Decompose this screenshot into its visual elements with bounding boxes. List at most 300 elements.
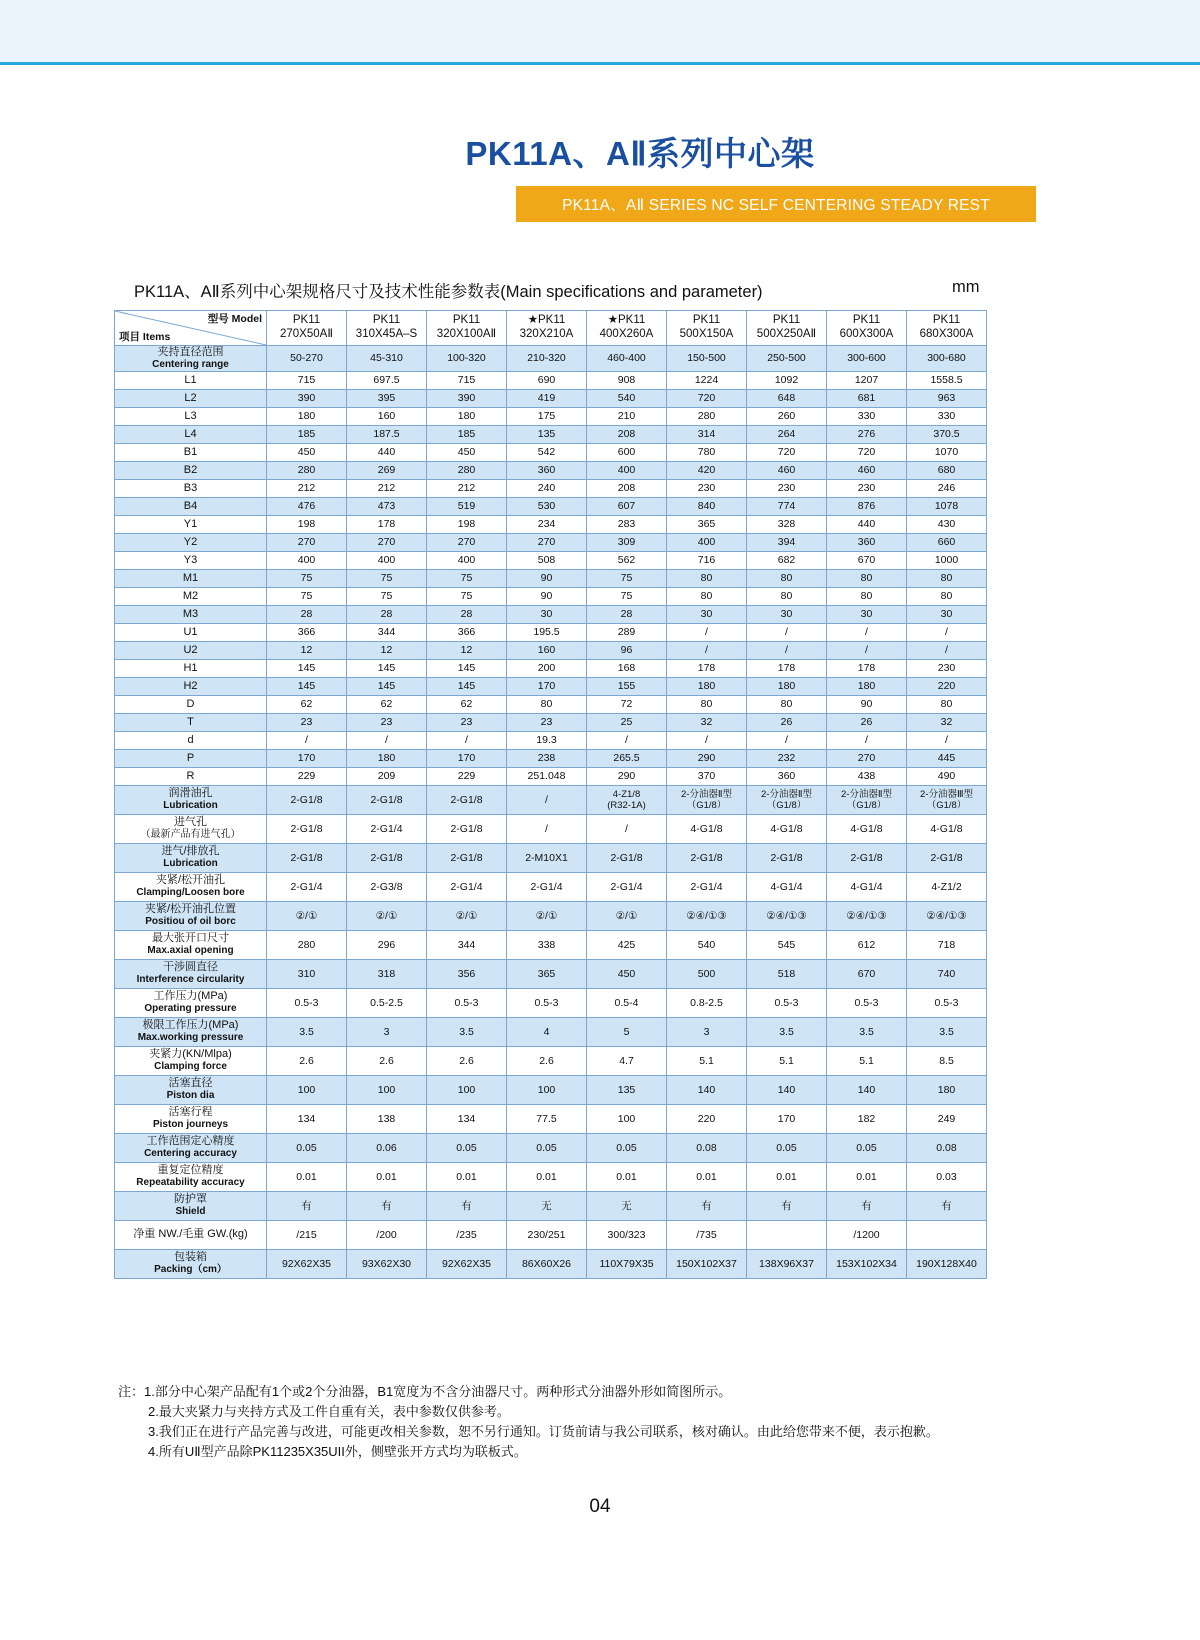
table-row [115, 767, 987, 785]
table-cell: 0.06 [347, 1133, 427, 1162]
table-cell: 100 [507, 1075, 587, 1104]
table-cell: 0.5-3 [267, 988, 347, 1017]
table-cell: 1224 [667, 371, 747, 389]
table-cell: 有 [427, 1191, 507, 1220]
table-cell: 0.01 [347, 1162, 427, 1191]
table-row [115, 425, 987, 443]
table-cell: 150X102X37 [667, 1249, 747, 1278]
table-cell: 330 [907, 407, 987, 425]
table-cell: 366 [267, 623, 347, 641]
table-cell: / [907, 623, 987, 641]
table-row [115, 1017, 987, 1046]
table-cell: 160 [347, 407, 427, 425]
row-label: 活塞直径 Piston dia [115, 1075, 267, 1104]
table-cell: 32 [667, 713, 747, 731]
table-cell: 168 [587, 659, 667, 677]
table-cell: 140 [827, 1075, 907, 1104]
table-cell: 4 [507, 1017, 587, 1046]
table-cell: 2-G1/4 [347, 814, 427, 843]
table-cell: / [907, 641, 987, 659]
table-cell: 134 [427, 1104, 507, 1133]
table-cell: 251.048 [507, 767, 587, 785]
table-row [115, 988, 987, 1017]
table-cell: 270 [267, 533, 347, 551]
table-cell: 90 [507, 569, 587, 587]
table-cell: 682 [747, 551, 827, 569]
table-cell: 425 [587, 930, 667, 959]
row-label: 净重 NW./毛重 GW.(kg) [115, 1220, 267, 1249]
row-label: 工作范围定心精度 Centering accuracy [115, 1133, 267, 1162]
table-cell: 607 [587, 497, 667, 515]
table-cell: 318 [347, 959, 427, 988]
table-cell: 62 [267, 695, 347, 713]
table-row [115, 389, 987, 407]
table-corner-cell [115, 311, 267, 346]
table-row [115, 1249, 987, 1278]
table-cell: 180 [667, 677, 747, 695]
table-cell: 344 [427, 930, 507, 959]
table-cell: 2-G1/8 [267, 785, 347, 814]
table-cell: 2-G1/8 [747, 843, 827, 872]
row-label: 夹持直径范围 Centering range [115, 346, 267, 372]
table-cell: 648 [747, 389, 827, 407]
table-cell: 0.5-3 [747, 988, 827, 1017]
table-cell: / [507, 814, 587, 843]
table-cell: 208 [587, 479, 667, 497]
table-cell: 25 [587, 713, 667, 731]
table-cell: 2-G1/8 [267, 843, 347, 872]
table-cell: 360 [827, 533, 907, 551]
row-label: U2 [115, 641, 267, 659]
table-cell: 80 [907, 569, 987, 587]
table-cell: 80 [907, 587, 987, 605]
row-label: 活塞行程 Piston journeys [115, 1104, 267, 1133]
page-title [0, 128, 1200, 175]
notes-label: 注： [118, 1384, 145, 1399]
table-cell: 3.5 [267, 1017, 347, 1046]
table-cell: 395 [347, 389, 427, 407]
table-cell: 420 [667, 461, 747, 479]
table-column-header: PK11 310X45A–S [347, 311, 427, 346]
table-cell: 1092 [747, 371, 827, 389]
table-cell [907, 1220, 987, 1249]
table-cell: 519 [427, 497, 507, 515]
table-row [115, 749, 987, 767]
table-cell: 2-G1/8 [427, 843, 507, 872]
table-row [115, 1191, 987, 1220]
table-cell: 4.7 [587, 1046, 667, 1075]
table-cell: / [347, 731, 427, 749]
table-cell: 2-G1/8 [907, 843, 987, 872]
table-cell: 138 [347, 1104, 427, 1133]
table-cell: 100 [347, 1075, 427, 1104]
table-cell: 30 [827, 605, 907, 623]
table-cell: 2.6 [507, 1046, 587, 1075]
table-cell: 344 [347, 623, 427, 641]
table-cell: 390 [427, 389, 507, 407]
table-cell: 2-G1/4 [587, 872, 667, 901]
table-cell: 1000 [907, 551, 987, 569]
table-row [115, 872, 987, 901]
table-cell: 90 [827, 695, 907, 713]
note-line-1 [118, 1382, 1078, 1402]
table-cell: 238 [507, 749, 587, 767]
table-cell: / [747, 623, 827, 641]
table-cell: 400 [267, 551, 347, 569]
note-line-2: 2.最大夹紧力与夹持方式及工件自重有关，表中参数仅供参考。 [148, 1404, 510, 1420]
row-label: B4 [115, 497, 267, 515]
table-cell: 19.3 [507, 731, 587, 749]
table-cell: 75 [347, 569, 427, 587]
table-cell: 774 [747, 497, 827, 515]
table-cell: 276 [827, 425, 907, 443]
table-cell: 80 [747, 587, 827, 605]
table-cell: 86X60X26 [507, 1249, 587, 1278]
table-cell: 283 [587, 515, 667, 533]
table-row [115, 843, 987, 872]
table-cell: 0.03 [907, 1162, 987, 1191]
row-label: U1 [115, 623, 267, 641]
note-line-3: 3.我们正在进行产品完善与改进，可能更改相关参数，恕不另行通知。订货前请与我公司联系，核对确认。由此给您带来不便，表示抱歉。 [148, 1424, 939, 1440]
table-cell: 229 [427, 767, 507, 785]
table-cell: 289 [587, 623, 667, 641]
table-cell: 178 [347, 515, 427, 533]
table-cell: 3.5 [747, 1017, 827, 1046]
table-cell: 2-G1/4 [267, 872, 347, 901]
table-cell: 460 [827, 461, 907, 479]
table-cell: 370.5 [907, 425, 987, 443]
table-row [115, 1046, 987, 1075]
table-cell: /200 [347, 1220, 427, 1249]
row-label: H1 [115, 659, 267, 677]
table-cell [747, 1220, 827, 1249]
row-label: 最大张开口尺寸 Max.axial opening [115, 930, 267, 959]
row-label: M3 [115, 605, 267, 623]
table-cell: 212 [267, 479, 347, 497]
table-cell: 145 [267, 677, 347, 695]
row-label: H2 [115, 677, 267, 695]
table-cell: 360 [747, 767, 827, 785]
table-cell: 612 [827, 930, 907, 959]
table-cell: 300-680 [907, 346, 987, 372]
table-cell: 100 [427, 1075, 507, 1104]
table-row [115, 346, 987, 372]
table-row [115, 515, 987, 533]
table-cell: / [667, 641, 747, 659]
table-cell: 12 [427, 641, 507, 659]
table-row [115, 533, 987, 551]
table-header-row [115, 311, 987, 346]
table-cell: / [907, 731, 987, 749]
table-column-header: PK11 680X300A [907, 311, 987, 346]
table-cell: ②④/①③ [827, 901, 907, 930]
row-label: L2 [115, 389, 267, 407]
table-cell: 716 [667, 551, 747, 569]
table-cell: 2-G1/8 [347, 785, 427, 814]
table-cell: 92X62X35 [267, 1249, 347, 1278]
row-label: 干涉圆直径 Interference circularity [115, 959, 267, 988]
row-label: 夹紧/松开油孔位置 Positiou of oil borc [115, 901, 267, 930]
table-cell: 265.5 [587, 749, 667, 767]
table-cell: 2-G1/4 [667, 872, 747, 901]
table-cell: 3.5 [827, 1017, 907, 1046]
table-cell: 697.5 [347, 371, 427, 389]
table-cell: 2-G1/8 [587, 843, 667, 872]
table-cell: 370 [667, 767, 747, 785]
table-cell: 150-500 [667, 346, 747, 372]
row-label: 极限工作压力(MPa) Max.working pressure [115, 1017, 267, 1046]
table-cell: 249 [907, 1104, 987, 1133]
table-cell: 4-Z1/2 [907, 872, 987, 901]
table-cell: 400 [587, 461, 667, 479]
table-cell: 75 [427, 587, 507, 605]
table-cell: 50-270 [267, 346, 347, 372]
table-cell: 有 [747, 1191, 827, 1220]
row-label: M1 [115, 569, 267, 587]
table-cell: 185 [267, 425, 347, 443]
table-cell: 80 [667, 569, 747, 587]
table-cell: 134 [267, 1104, 347, 1133]
row-label: L3 [115, 407, 267, 425]
table-cell: 356 [427, 959, 507, 988]
table-cell: 390 [267, 389, 347, 407]
table-column-header: PK11 270X50AⅡ [267, 311, 347, 346]
table-cell: 720 [747, 443, 827, 461]
table-cell: 0.05 [507, 1133, 587, 1162]
table-cell: 23 [347, 713, 427, 731]
table-cell: 2-G1/8 [267, 814, 347, 843]
table-cell: 5.1 [747, 1046, 827, 1075]
table-cell: 0.05 [827, 1133, 907, 1162]
table-row [115, 443, 987, 461]
table-cell: 138X96X37 [747, 1249, 827, 1278]
table-cell: 有 [267, 1191, 347, 1220]
table-cell: 210 [587, 407, 667, 425]
row-label: R [115, 767, 267, 785]
table-cell: 210-320 [507, 346, 587, 372]
table-cell: 290 [587, 767, 667, 785]
table-column-header: PK11 500X250AⅡ [747, 311, 827, 346]
table-cell: 110X79X35 [587, 1249, 667, 1278]
table-cell: 562 [587, 551, 667, 569]
table-cell: 23 [267, 713, 347, 731]
table-row [115, 461, 987, 479]
table-cell: 212 [427, 479, 507, 497]
table-cell: 140 [747, 1075, 827, 1104]
table-row [115, 1104, 987, 1133]
table-row [115, 785, 987, 814]
table-cell: 175 [507, 407, 587, 425]
row-label: 夹紧/松开油孔 Clamping/Loosen bore [115, 872, 267, 901]
table-cell: 0.5-4 [587, 988, 667, 1017]
row-label: 润滑油孔 Lubrication [115, 785, 267, 814]
table-cell: 180 [747, 677, 827, 695]
table-cell: 0.5-3 [907, 988, 987, 1017]
table-cell: / [587, 731, 667, 749]
table-cell: / [587, 814, 667, 843]
table-cell: 2-G1/4 [427, 872, 507, 901]
table-row [115, 587, 987, 605]
table-cell: 718 [907, 930, 987, 959]
table-cell: 476 [267, 497, 347, 515]
table-cell: 180 [907, 1075, 987, 1104]
table-cell: 330 [827, 407, 907, 425]
table-cell: 26 [747, 713, 827, 731]
table-cell: /215 [267, 1220, 347, 1249]
table-cell: 178 [827, 659, 907, 677]
row-label: B2 [115, 461, 267, 479]
table-cell: 170 [427, 749, 507, 767]
notes-block [118, 1382, 1078, 1463]
table-column-header: PK11 500X150A [667, 311, 747, 346]
table-cell: 0.8-2.5 [667, 988, 747, 1017]
table-cell: 270 [347, 533, 427, 551]
table-cell: 72 [587, 695, 667, 713]
table-cell: 720 [827, 443, 907, 461]
row-label: D [115, 695, 267, 713]
table-cell: 230 [747, 479, 827, 497]
table-cell: 2-分油器Ⅲ型 （G1/8） [907, 785, 987, 814]
note-text-1: 1.部分中心架产品配有1个或2个分油器，B1宽度为不含分油器尺寸。两种形式分油器外形如简图所示。 [144, 1384, 732, 1399]
table-cell: 3 [667, 1017, 747, 1046]
table-cell: 30 [907, 605, 987, 623]
table-cell: 280 [667, 407, 747, 425]
page-number: 04 [589, 1496, 611, 1517]
table-cell: ②/① [587, 901, 667, 930]
table-row [115, 814, 987, 843]
table-cell: 2.6 [427, 1046, 507, 1075]
table-cell: 450 [427, 443, 507, 461]
table-row [115, 1133, 987, 1162]
header-items-label: 项目 Items [119, 330, 171, 343]
header-model-label: 型号 Model [207, 313, 262, 325]
table-cell: 440 [827, 515, 907, 533]
table-cell: 2-G1/8 [427, 785, 507, 814]
table-cell: 440 [347, 443, 427, 461]
table-cell: 2-G1/8 [827, 843, 907, 872]
table-cell: 80 [747, 695, 827, 713]
table-cell: 5.1 [827, 1046, 907, 1075]
note-line-4: 4.所有UⅡ型产品除PK11235X35UII外，侧壁张开方式均为联板式。 [148, 1444, 527, 1460]
table-cell: 690 [507, 371, 587, 389]
table-cell: 400 [427, 551, 507, 569]
table-cell: 250-500 [747, 346, 827, 372]
row-label: L4 [115, 425, 267, 443]
table-row [115, 901, 987, 930]
table-cell: 135 [507, 425, 587, 443]
table-row [115, 641, 987, 659]
table-cell: 170 [507, 677, 587, 695]
table-cell: 0.08 [667, 1133, 747, 1162]
table-row [115, 731, 987, 749]
table-cell: 3.5 [907, 1017, 987, 1046]
table-row [115, 551, 987, 569]
table-cell: 28 [587, 605, 667, 623]
table-cell: 80 [907, 695, 987, 713]
table-cell: 260 [747, 407, 827, 425]
row-label: L1 [115, 371, 267, 389]
table-cell: 450 [587, 959, 667, 988]
table-cell: 296 [347, 930, 427, 959]
table-cell: 32 [907, 713, 987, 731]
table-cell: 3.5 [427, 1017, 507, 1046]
table-cell: 963 [907, 389, 987, 407]
table-cell: 365 [667, 515, 747, 533]
table-cell: 0.05 [267, 1133, 347, 1162]
table-cell: 30 [667, 605, 747, 623]
table-cell: 75 [267, 587, 347, 605]
table-cell: 2-分油器Ⅱ型 （G1/8） [827, 785, 907, 814]
table-row [115, 497, 987, 515]
table-cell: 545 [747, 930, 827, 959]
table-cell: 780 [667, 443, 747, 461]
table-cell: 4-G1/8 [747, 814, 827, 843]
table-cell: / [427, 731, 507, 749]
table-cell: 290 [667, 749, 747, 767]
table-cell: 394 [747, 533, 827, 551]
table-cell: 4-G1/8 [907, 814, 987, 843]
table-cell: 5 [587, 1017, 667, 1046]
table-cell: 45-310 [347, 346, 427, 372]
table-cell: 195.5 [507, 623, 587, 641]
table-cell: 0.01 [827, 1162, 907, 1191]
table-cell: 212 [347, 479, 427, 497]
table-cell: 198 [427, 515, 507, 533]
table-cell: 28 [347, 605, 427, 623]
table-cell: 430 [907, 515, 987, 533]
table-cell: 1558.5 [907, 371, 987, 389]
table-cell: 230 [667, 479, 747, 497]
row-label: 工作压力(MPa) Operating pressure [115, 988, 267, 1017]
table-cell: 2-G1/4 [507, 872, 587, 901]
table-cell: 0.05 [427, 1133, 507, 1162]
table-cell: 530 [507, 497, 587, 515]
table-cell: 180 [427, 407, 507, 425]
table-cell: 280 [267, 461, 347, 479]
table-cell: 190X128X40 [907, 1249, 987, 1278]
table-cell: 715 [427, 371, 507, 389]
table-cell: 0.08 [907, 1133, 987, 1162]
table-cell: 96 [587, 641, 667, 659]
table-cell: 0.01 [267, 1162, 347, 1191]
table-cell: 4-Z1/8 (R32-1A) [587, 785, 667, 814]
table-column-header: PK11 600X300A [827, 311, 907, 346]
table-cell: 80 [507, 695, 587, 713]
table-cell: 400 [667, 533, 747, 551]
table-cell: 0.01 [587, 1162, 667, 1191]
table-cell: 30 [747, 605, 827, 623]
table-row [115, 959, 987, 988]
table-cell: 338 [507, 930, 587, 959]
table-cell: 715 [267, 371, 347, 389]
table-cell: 28 [267, 605, 347, 623]
table-cell: 0.01 [427, 1162, 507, 1191]
table-cell: 12 [347, 641, 427, 659]
table-cell: 220 [667, 1104, 747, 1133]
table-cell: 445 [907, 749, 987, 767]
specifications-table [114, 310, 987, 1279]
table-cell: 160 [507, 641, 587, 659]
table-cell: 12 [267, 641, 347, 659]
table-cell: 80 [747, 569, 827, 587]
table-cell: 有 [667, 1191, 747, 1220]
table-cell: 145 [347, 677, 427, 695]
row-label: 防护罩 Shield [115, 1191, 267, 1220]
table-cell: ②④/①③ [907, 901, 987, 930]
table-cell: 80 [667, 695, 747, 713]
row-label: Y3 [115, 551, 267, 569]
table-cell: 365 [507, 959, 587, 988]
